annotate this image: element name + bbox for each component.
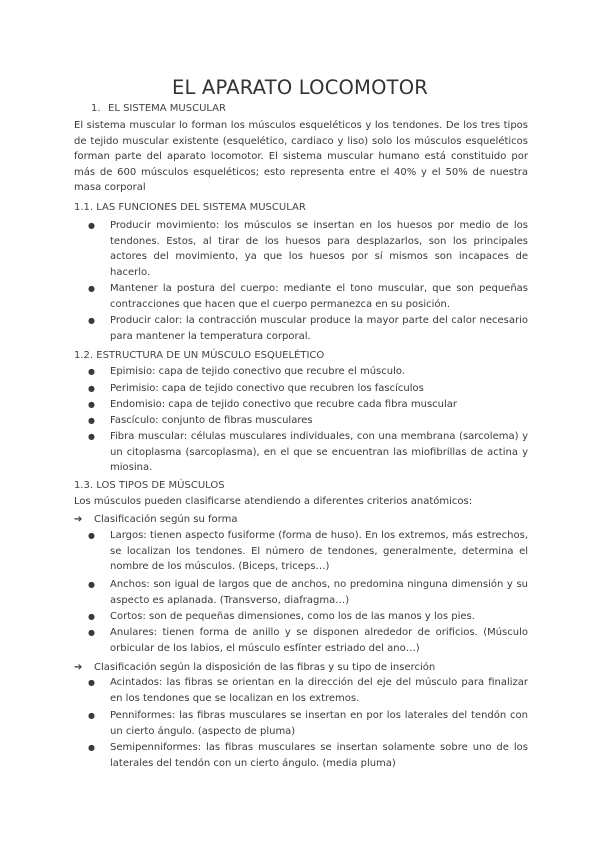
arrow-right-icon: ➔ [74,514,83,525]
list-item-text: Anulares: tienen forma de anillo y se disponen alrededor de orificios. (Músculo orbicular de los labios, el músculo esfínter estriado del ano…) [110,627,528,654]
section-1-3-intro: Los músculos pueden clasificarse atendiendo a diferentes criterios anatómicos: [74,496,473,507]
bullet-icon: ● [88,416,95,425]
section-1-paragraph: El sistema muscular lo forman los músculos esqueléticos y los tendones. De los tres tipos de tejido muscular existente (esquelético, cardiaco y liso) solo los músculos esqueléticos forman parte del aparato locomotor. El sistema muscular humano está constituido por más de 600 músculos esqueléticos; esto representa entre el 40% y el 50% de nuestra masa corporal [74,120,528,194]
bullet-icon: ● [88,367,95,376]
section-1-2-heading: 1.2. ESTRUCTURA DE UN MÚSCULO ESQUELÉTICO [74,350,325,361]
bullet-icon: ● [88,678,95,687]
bullet-icon: ● [88,580,95,589]
list-item-text: Endomisio: capa de tejido conectivo que recubre cada fibra muscular [110,399,458,410]
bullet-icon: ● [88,284,95,293]
list-item-text: Epimisio: capa de tejido conectivo que recubre el músculo. [110,366,405,377]
section-1-1-heading: 1.1. LAS FUNCIONES DEL SISTEMA MUSCULAR [74,202,306,213]
arrow-right-icon: ➔ [74,662,83,673]
bullet-icon: ● [88,384,95,393]
page-title: EL APARATO LOCOMOTOR [171,76,429,99]
list-item-text: Cortos: son de pequeñas dimensiones, como los de las manos y los pies. [110,611,475,622]
section-1-number: 1. [91,103,101,114]
list-item-text: Fascículo: conjunto de fibras musculares [110,415,313,426]
bullet-icon: ● [88,628,95,637]
bullet-icon: ● [88,612,95,621]
classification-label: Clasificación según su forma [94,514,238,525]
list-item-text: Producir movimiento: los músculos se insertan en los huesos por medio de los tendones. Estos, al tirar de los huesos para desplazarlos, son los principales actores del movimiento, ya que los huesos por sí mismos son incapaces de hacerlo. [110,220,528,278]
list-item-text: Acintados: las fibras se orientan en la dirección del eje del músculo para finalizar en los tendones que se localizan en los extremos. [110,677,528,704]
list-item-text: Perimisio: capa de tejido conectivo que recubren los fascículos [110,383,424,394]
bullet-icon: ● [88,432,95,441]
bullet-icon: ● [88,711,95,720]
list-item-text: Producir calor: la contracción muscular produce la mayor parte del calor necesario para mantener la temperatura corporal. [110,315,528,342]
bullet-icon: ● [88,316,95,325]
bullet-icon: ● [88,531,95,540]
bullet-icon: ● [88,400,95,409]
list-item-text: Anchos: son igual de largos que de anchos, no predomina ninguna dimensión y su aspecto es aplanada. (Transverso, diafragma…) [110,579,528,606]
classification-label: Clasificación según la disposición de las fibras y su tipo de inserción [94,662,436,673]
section-1-heading: EL SISTEMA MUSCULAR [108,103,226,114]
list-item-text: Fibra muscular: células musculares individuales, con una membrana (sarcolema) y un citoplasma (sarcoplasma), en el que se encuentran las miofibrillas de actina y miosina. [110,431,528,474]
list-item-text: Semipenniformes: las fibras musculares se insertan solamente sobre uno de los laterales del tendón con un cierto ángulo. (media pluma) [110,742,528,769]
bullet-icon: ● [88,743,95,752]
list-item-text: Largos: tienen aspecto fusiforme (forma de huso). En los extremos, más estrechos, se localizan los tendones. El número de tendones, generalmente, determina el nombre de los músculos. (Biceps, triceps…) [110,530,528,573]
list-item-text: Penniformes: las fibras musculares se insertan en por los laterales del tendón con un cierto ángulo. (aspecto de pluma) [110,710,528,737]
list-item-text: Mantener la postura del cuerpo: mediante el tono muscular, que son pequeñas contracciones que hacen que el cuerpo permanezca en su posición. [110,283,528,310]
bullet-icon: ● [88,221,95,230]
section-1-3-heading: 1.3. LOS TIPOS DE MÚSCULOS [74,480,225,491]
